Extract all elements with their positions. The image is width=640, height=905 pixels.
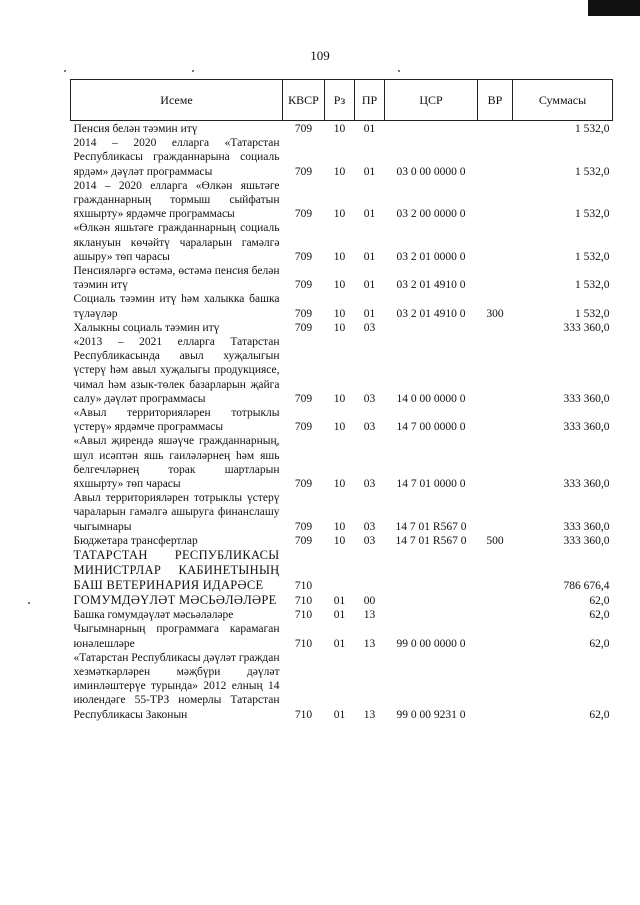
row-pr: 00: [363, 594, 376, 607]
row-name: «Татарстан Республикасы дәүләт граждан хезмәткәрләрен мәҗбүри дәүләт иминләштерүе турында» 2012 елның 14 июлендәге 55-ТРЗ номерлы Татарстан Республикасы Законын: [73, 651, 280, 721]
row-csr: 14 7 01 R567 0: [395, 520, 467, 533]
row-sum: 62,0: [589, 609, 610, 622]
row-name: ГОМУМДӘҮЛӘТ МӘСЬӘЛӘЛӘРЕ: [73, 593, 277, 608]
row-vr: [478, 622, 513, 650]
row-pr: 03: [363, 321, 376, 334]
row-sum: 1 532,0: [575, 165, 610, 178]
row-rz: 10: [333, 392, 346, 405]
row-name: Башка гомумдәүләт мәсьәләләре: [73, 609, 234, 622]
header-sum: Суммасы: [513, 80, 613, 121]
row-pr: 13: [363, 637, 376, 650]
row-rz: 01: [333, 708, 346, 721]
table-row: [71, 593, 613, 608]
row-csr: 03 2 01 4910 0: [396, 307, 466, 320]
row-csr: 14 7 01 R567 0: [395, 534, 467, 547]
header-vr: ВР: [478, 80, 513, 121]
row-pr: 03: [363, 392, 376, 405]
scan-speck: [192, 70, 194, 72]
row-rz: 10: [333, 478, 346, 491]
row-vr: [478, 264, 513, 292]
row-rz: 10: [333, 307, 346, 320]
row-vr: [478, 593, 513, 608]
row-name: Пенсия белән тәэмин итү: [73, 123, 198, 135]
row-vr: [478, 651, 513, 722]
row-sum: 786 676,4: [563, 579, 610, 592]
table-row: [71, 264, 613, 292]
row-rz: 10: [333, 250, 346, 263]
header-pr: ПР: [355, 80, 385, 121]
table-header-row: [71, 80, 613, 121]
table-row: [71, 179, 613, 222]
header-csr: ЦСР: [385, 80, 478, 121]
table-row: [71, 136, 613, 179]
row-vr: [478, 335, 513, 406]
row-kvsr: 710: [294, 609, 313, 622]
row-kvsr: 709: [294, 165, 313, 178]
row-pr: 01: [363, 123, 376, 135]
table-row: [71, 121, 613, 137]
row-name: «Өлкән яшьтәге гражданнарның социаль яклануын көчәйтү чараларын гамәлгә ашыру» төп чарасы: [73, 222, 280, 263]
row-csr: 14 7 01 0000 0: [396, 478, 466, 491]
row-vr: [478, 434, 513, 491]
row-kvsr: 709: [294, 279, 313, 292]
row-csr: 03 2 00 0000 0: [396, 208, 466, 221]
row-pr: 03: [363, 421, 376, 434]
row-pr: 03: [363, 534, 376, 547]
table-row: [71, 622, 613, 650]
table-row: [71, 406, 613, 434]
row-name: Социаль тәэмин итү һәм халыкка башка түләүләр: [73, 293, 280, 320]
page-number: 109: [310, 48, 330, 63]
row-csr: [385, 608, 478, 622]
row-rz: 10: [333, 208, 346, 221]
row-csr: 14 0 00 0000 0: [396, 392, 466, 405]
row-pr: 01: [363, 250, 376, 263]
row-pr: 03: [363, 478, 376, 491]
row-vr: [478, 608, 513, 622]
scan-speck: [28, 602, 30, 604]
row-pr: 13: [363, 708, 376, 721]
table-row: [71, 608, 613, 622]
row-rz: 10: [333, 279, 346, 292]
row-pr: 01: [363, 165, 376, 178]
row-sum: 62,0: [589, 708, 610, 721]
row-vr: [478, 121, 513, 137]
row-sum: 1 532,0: [575, 307, 610, 320]
row-pr: 13: [363, 609, 376, 622]
row-kvsr: 709: [294, 392, 313, 405]
row-name: Халыкны социаль тәэмин итү: [73, 321, 220, 334]
row-vr: [478, 136, 513, 179]
row-name: 2014 – 2020 елларга «Өлкән яшьтәге гражданнарның тормыш сыйфатын яхшырту» ярдәмче программасы: [73, 179, 280, 221]
row-kvsr: 710: [294, 579, 313, 592]
row-vr: 500: [486, 534, 504, 547]
row-kvsr: 709: [294, 421, 313, 434]
table-row: [71, 534, 613, 548]
row-kvsr: 710: [294, 708, 313, 721]
row-csr: 99 0 00 9231 0: [396, 708, 466, 721]
row-name: Авыл территорияләрен тотрыклы үстерү чараларын гамәлгә ашыруга финанслашу чыгымнары: [73, 492, 280, 533]
scan-speck: [398, 70, 400, 72]
table-row: [71, 335, 613, 406]
row-kvsr: 709: [294, 208, 313, 221]
row-sum: 1 532,0: [575, 279, 610, 292]
table-row: [71, 434, 613, 491]
row-csr: [385, 548, 478, 593]
row-kvsr: 709: [294, 250, 313, 263]
row-rz: 10: [333, 421, 346, 434]
row-name: ТАТАРСТАН РЕСПУБЛИКАСЫ МИНИСТРЛАР КАБИНЕТЫНЫҢ БАШ ВЕТЕРИНАРИЯ ИДАРӘСЕ: [73, 548, 280, 593]
row-rz: 10: [333, 321, 346, 334]
row-sum: 62,0: [589, 637, 610, 650]
row-vr: [478, 221, 513, 264]
row-rz: 01: [333, 637, 346, 650]
row-kvsr: 709: [294, 478, 313, 491]
row-rz: 01: [333, 594, 346, 607]
row-sum: 333 360,0: [563, 520, 610, 533]
row-kvsr: 709: [294, 520, 313, 533]
table-row: [71, 221, 613, 264]
row-rz: 01: [333, 609, 346, 622]
row-sum: 1 532,0: [575, 123, 610, 135]
row-csr: 03 2 01 4910 0: [396, 279, 466, 292]
row-csr: [385, 321, 478, 335]
budget-table: [70, 79, 613, 722]
row-name: «2013 – 2021 елларга Татарстан Республикасында авыл хуҗалыгын үстерү һәм авыл хуҗалыгы продукциясе, чимал һәм азык-төлек базарларын җайга салу» дәүләт программасы: [73, 336, 280, 405]
row-kvsr: 710: [294, 637, 313, 650]
row-sum: 333 360,0: [563, 478, 610, 491]
row-kvsr: 709: [294, 534, 313, 547]
row-rz: 10: [333, 520, 346, 533]
row-csr: [385, 593, 478, 608]
row-pr: 01: [363, 279, 376, 292]
row-kvsr: 710: [294, 594, 313, 607]
row-pr: 01: [363, 208, 376, 221]
row-name: Бюджетара трансфертлар: [73, 534, 198, 547]
row-sum: 333 360,0: [563, 421, 610, 434]
row-vr: 300: [486, 307, 504, 320]
row-name: «Авыл территорияләрен тотрыклы үстерү» ярдәмче программасы: [73, 407, 280, 434]
row-pr: 03: [363, 520, 376, 533]
row-vr: [478, 548, 513, 593]
row-pr: 01: [363, 307, 376, 320]
scan-corner-mark: [588, 0, 640, 16]
row-sum: 333 360,0: [563, 392, 610, 405]
row-csr: 03 0 00 0000 0: [396, 165, 466, 178]
row-name: 2014 – 2020 елларга «Татарстан Республикасы гражданнарына социаль ярдәм» дәүләт программасы: [73, 137, 280, 178]
row-pr: [355, 548, 385, 593]
row-rz: 10: [333, 123, 346, 135]
row-csr: 14 7 00 0000 0: [396, 421, 466, 434]
row-name: «Авыл җирендә яшәүче гражданнарның, шул исәптән яшь гаиләләрнең һәм яшь белгечләрнең торак шартларын яхшырту» төп чарасы: [73, 435, 280, 491]
row-csr: [385, 121, 478, 137]
row-vr: [478, 491, 513, 534]
row-vr: [478, 179, 513, 222]
row-sum: 1 532,0: [575, 250, 610, 263]
row-rz: [325, 548, 355, 593]
row-vr: [478, 321, 513, 335]
row-name: Чыгымнарның программага карамаган юнәлешләре: [73, 623, 280, 650]
table-row: [71, 292, 613, 320]
row-sum: 62,0: [589, 594, 610, 607]
header-name: Исеме: [71, 80, 283, 121]
table-row: [71, 321, 613, 335]
scan-speck: [64, 70, 66, 72]
row-kvsr: 709: [294, 307, 313, 320]
row-sum: 333 360,0: [563, 534, 610, 547]
row-sum: 333 360,0: [563, 321, 610, 334]
row-sum: 1 532,0: [575, 208, 610, 221]
row-csr: 03 2 01 0000 0: [396, 250, 466, 263]
table-row: [71, 651, 613, 722]
table-row: [71, 548, 613, 593]
row-rz: 10: [333, 165, 346, 178]
table-row: [71, 491, 613, 534]
header-kvsr: КВСР: [283, 80, 325, 121]
header-rz: Рз: [325, 80, 355, 121]
row-kvsr: 709: [294, 321, 313, 334]
row-csr: 99 0 00 0000 0: [396, 637, 466, 650]
row-rz: 10: [333, 534, 346, 547]
row-name: Пенсияләргә өстәмә, өстәмә пенсия белән тәэмин итү: [73, 265, 280, 292]
row-kvsr: 709: [294, 123, 313, 135]
row-vr: [478, 406, 513, 434]
